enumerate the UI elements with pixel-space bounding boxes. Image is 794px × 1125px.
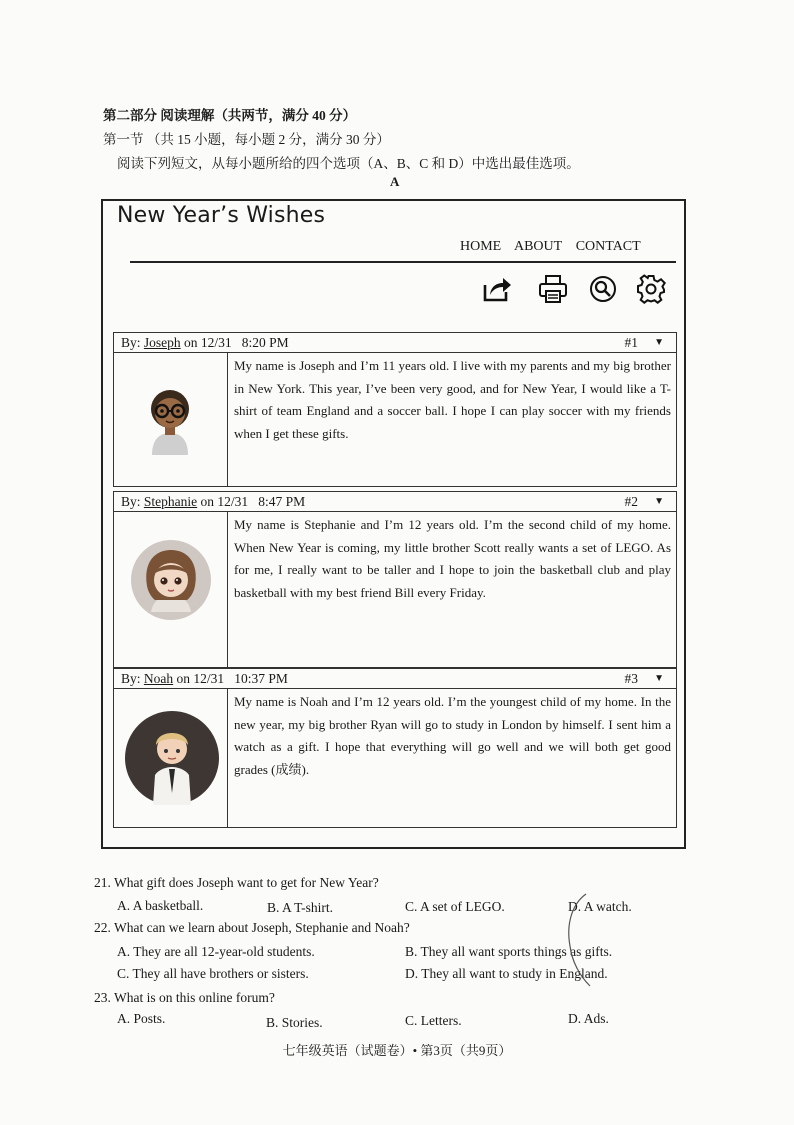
post-author-link[interactable]: Joseph [143,335,181,350]
search-icon[interactable] [587,273,619,305]
section-title: 第一节 （共 15 小题，每小题 2 分，满分 30 分） [103,132,390,147]
option-d[interactable]: D. They all want to study in England. [405,966,608,981]
settings-icon[interactable] [635,273,667,305]
post-header [114,492,676,512]
nav-home[interactable]: HOME [460,239,502,254]
forum-screenshot [101,199,686,849]
dropdown-caret-icon[interactable]: ▼ [654,673,664,684]
post-time: 8:20 PM [241,335,289,350]
nav-divider [130,261,676,263]
nav-about[interactable]: ABOUT [513,239,563,254]
option-c[interactable]: C. They all have brothers or sisters. [117,966,309,981]
option-d[interactable]: D. Ads. [568,1011,609,1026]
post-date: on 12/31 [176,671,225,686]
forum-post [113,332,677,487]
option-b[interactable]: B. They all want sports things as gifts. [405,944,613,959]
forum-post [113,668,677,828]
post-author-link[interactable]: Stephanie [143,494,198,509]
forum-post [113,491,677,668]
post-date: on 12/31 [200,494,249,509]
post-number: #2 [624,494,638,509]
share-icon[interactable] [481,273,513,305]
post-header [114,669,676,689]
post-content: My name is Noah and I’m 12 years old. I’m the youngest child of my home. In the new year, my big brother Ryan will go to study in London by himself. I sent him a watch as a gift. I hope that everything will go well and we will both get good grades (成绩). [234,694,671,777]
passage-letter: A [390,174,400,189]
dropdown-caret-icon[interactable]: ▼ [654,496,664,507]
avatar-cell [114,353,228,486]
post-date: on 12/31 [184,335,232,350]
option-a[interactable]: A. Posts. [117,1011,166,1026]
option-a[interactable]: A. They are all 12-year-old students. [117,944,315,959]
question-stem: 22. What can we learn about Joseph, Stephanie and Noah? [94,920,410,935]
option-c[interactable]: C. A set of LEGO. [405,899,505,914]
instructions: 阅读下列短文，从每小题所给的四个选项（A、B、C 和 D）中选出最佳选项。 [117,156,580,171]
option-b[interactable]: B. A T-shirt. [267,900,334,915]
avatar [129,538,213,622]
nav-menu [460,239,651,255]
option-b[interactable]: B. Stories. [266,1015,323,1030]
post-author-link[interactable]: Noah [143,671,174,686]
post-content: My name is Joseph and I’m 11 years old. I live with my parents and my big brother in New York. This year, I’ve been very good, and for New Year, I would like a T-shirt of team England and a soccer ball. I hope I can play soccer with my friends when I get these gifts. [234,358,671,441]
avatar-cell [114,512,228,667]
post-content: My name is Stephanie and I’m 12 years old. I’m the second child of my home. When New Year is coming, my little brother Scott really wants a set of LEGO. As for me, I really want to be taller and I hope to join the basketball club and play basketball with my best friend Bill every Friday. [234,517,671,600]
option-d[interactable]: D. A watch. [568,899,632,914]
question-stem: 21. What gift does Joseph want to get for New Year? [94,875,379,890]
post-number: #3 [624,671,638,686]
post-by: By: [121,494,141,509]
page-footer: 七年级英语（试题卷）• 第3页（共9页） [282,1043,512,1058]
avatar [142,379,198,455]
avatar-cell [114,689,228,827]
option-c[interactable]: C. Letters. [405,1013,462,1028]
option-a[interactable]: A. A basketball. [117,898,204,913]
dropdown-caret-icon[interactable]: ▼ [654,337,664,348]
avatar [123,709,221,807]
nav-contact[interactable]: CONTACT [575,239,641,254]
post-by: By: [121,671,141,686]
post-time: 10:37 PM [234,671,288,686]
post-header [114,333,676,353]
post-by: By: [121,335,141,350]
part-title: 第二部分 阅读理解（共两节，满分 40 分） [103,108,357,123]
pencil-mark [560,890,600,990]
question-stem: 23. What is on this online forum? [94,990,275,1005]
post-number: #1 [624,335,638,350]
post-time: 8:47 PM [258,494,306,509]
forum-title: New Year’s Wishes [117,203,326,228]
print-icon[interactable] [537,273,569,305]
